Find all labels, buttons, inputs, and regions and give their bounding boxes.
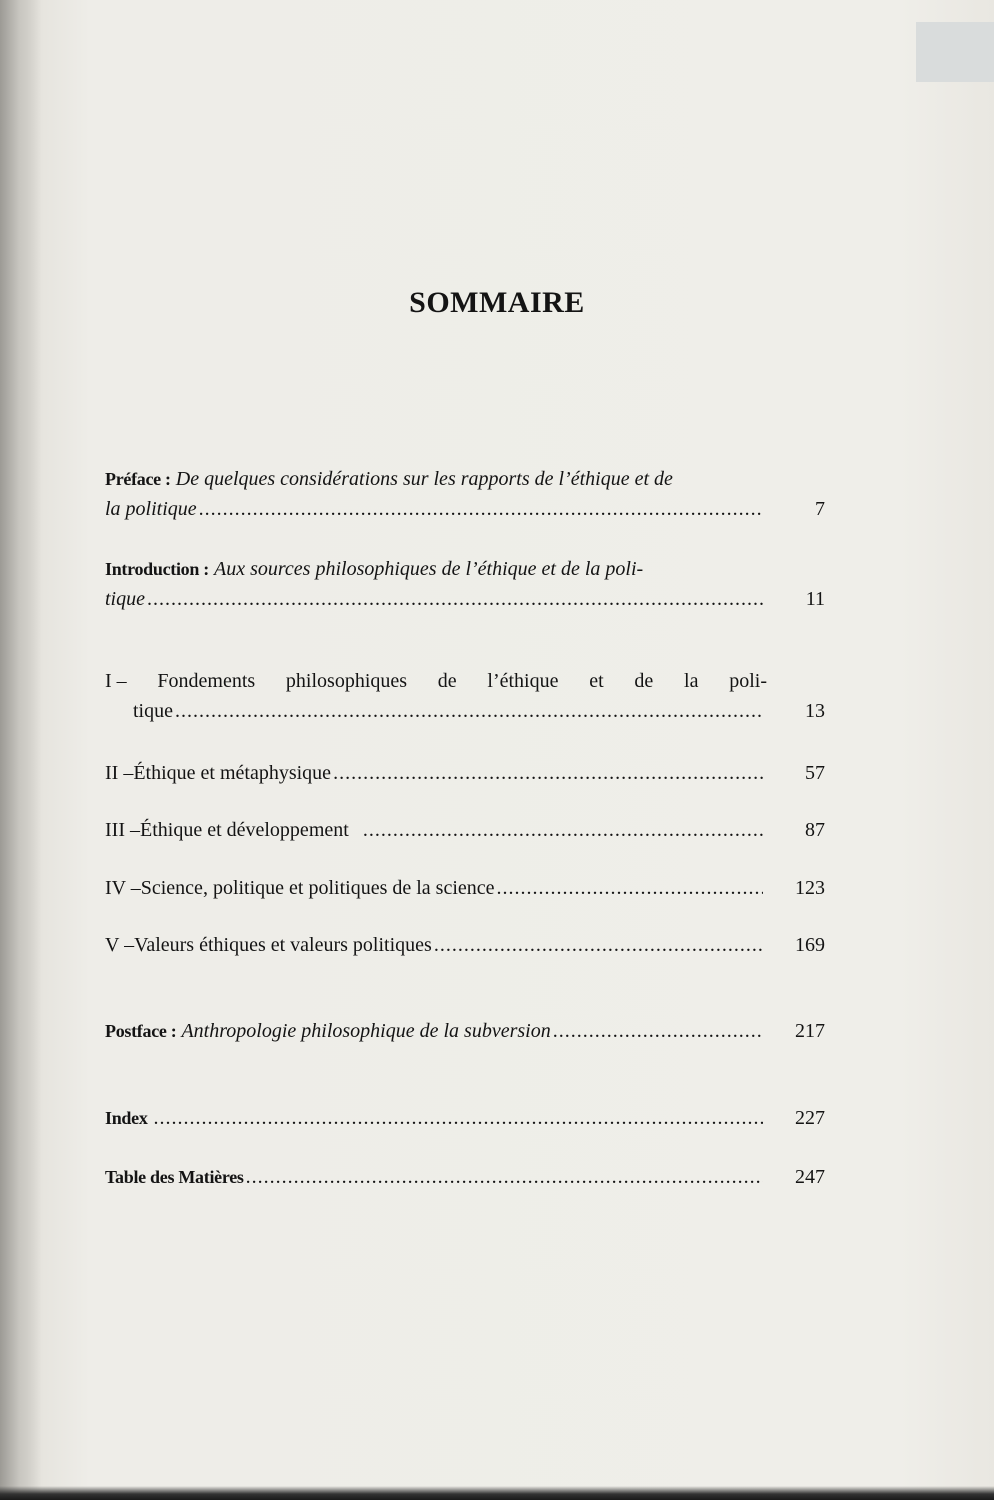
page-number: 123 [795, 877, 825, 899]
page-title: SOMMAIRE [409, 286, 585, 319]
entry-title: Valeurs éthiques et valeurs politiques [134, 934, 432, 956]
part-number: II – [105, 762, 134, 784]
leader-dots [497, 873, 763, 903]
entry-title-continued: tique [105, 588, 145, 610]
leader-dots [246, 1162, 763, 1192]
entry-title: Éthique et développement [139, 819, 349, 841]
entry-label: Index [105, 1108, 148, 1128]
part-number: V – [105, 934, 135, 956]
entry-title-word: de [437, 670, 457, 692]
leader-dots [147, 584, 763, 614]
entry-title-word: Fondements [157, 670, 256, 692]
part-number: IV – [105, 877, 141, 899]
entry-title-continued: la politique [105, 498, 197, 520]
page-number: 11 [805, 588, 825, 610]
page-binding-shadow [0, 0, 42, 1500]
page-number: 87 [805, 819, 825, 841]
leader-dots [154, 1103, 763, 1133]
entry-label: Postface : [105, 1021, 177, 1041]
entry-title-continued: tique [133, 700, 173, 722]
part-number: III – [105, 819, 140, 841]
toc-entry-part-1[interactable] [105, 666, 825, 726]
entry-title-word: l’éthique [487, 670, 559, 692]
page-number: 7 [815, 498, 825, 520]
part-number: I – [105, 670, 127, 692]
leader-dots [363, 815, 763, 845]
page-number: 247 [795, 1166, 825, 1188]
entry-title-word: poli- [729, 670, 767, 692]
leader-dots [333, 758, 763, 788]
toc-entry-part-5[interactable] [105, 930, 825, 960]
corner-tab-mark [916, 22, 994, 82]
toc-entry-part-4[interactable] [105, 873, 825, 903]
page-bottom-edge-shadow [0, 1486, 994, 1500]
leader-dots [434, 930, 763, 960]
entry-title-word: philosophiques [285, 670, 408, 692]
toc-entry-introduction[interactable] [105, 554, 825, 614]
toc-entry-table-des-matieres[interactable] [105, 1162, 825, 1192]
entry-label: Préface : [105, 469, 171, 489]
entry-label: Introduction : [105, 559, 209, 579]
entry-title-word: la [684, 670, 699, 692]
leader-dots [553, 1016, 763, 1046]
toc-entry-index[interactable] [105, 1103, 825, 1133]
page-number: 227 [795, 1107, 825, 1129]
entry-title: Éthique et métaphysique [133, 762, 332, 784]
entry-title: Anthropologie philosophique de la subversion [181, 1020, 551, 1042]
entry-title: De quelques considérations sur les rapports de l’éthique et de [175, 468, 673, 490]
entry-title: Science, politique et politiques de la science [140, 877, 495, 899]
leader-dots [199, 494, 763, 524]
page-number: 57 [805, 762, 825, 784]
entry-title-word: et [589, 670, 604, 692]
toc-entry-preface[interactable] [105, 464, 825, 524]
entry-title: Aux sources philosophiques de l’éthique et de la poli- [214, 558, 644, 580]
entry-title-word: de [634, 670, 654, 692]
leader-dots [175, 696, 763, 726]
page-number: 217 [795, 1020, 825, 1042]
page-number: 13 [805, 700, 825, 722]
toc-entry-postface[interactable] [105, 1016, 825, 1046]
page-number: 169 [795, 934, 825, 956]
entry-label: Table des Matières [105, 1167, 244, 1187]
toc-entry-part-3[interactable] [105, 815, 825, 845]
toc-entry-part-2[interactable] [105, 758, 825, 788]
